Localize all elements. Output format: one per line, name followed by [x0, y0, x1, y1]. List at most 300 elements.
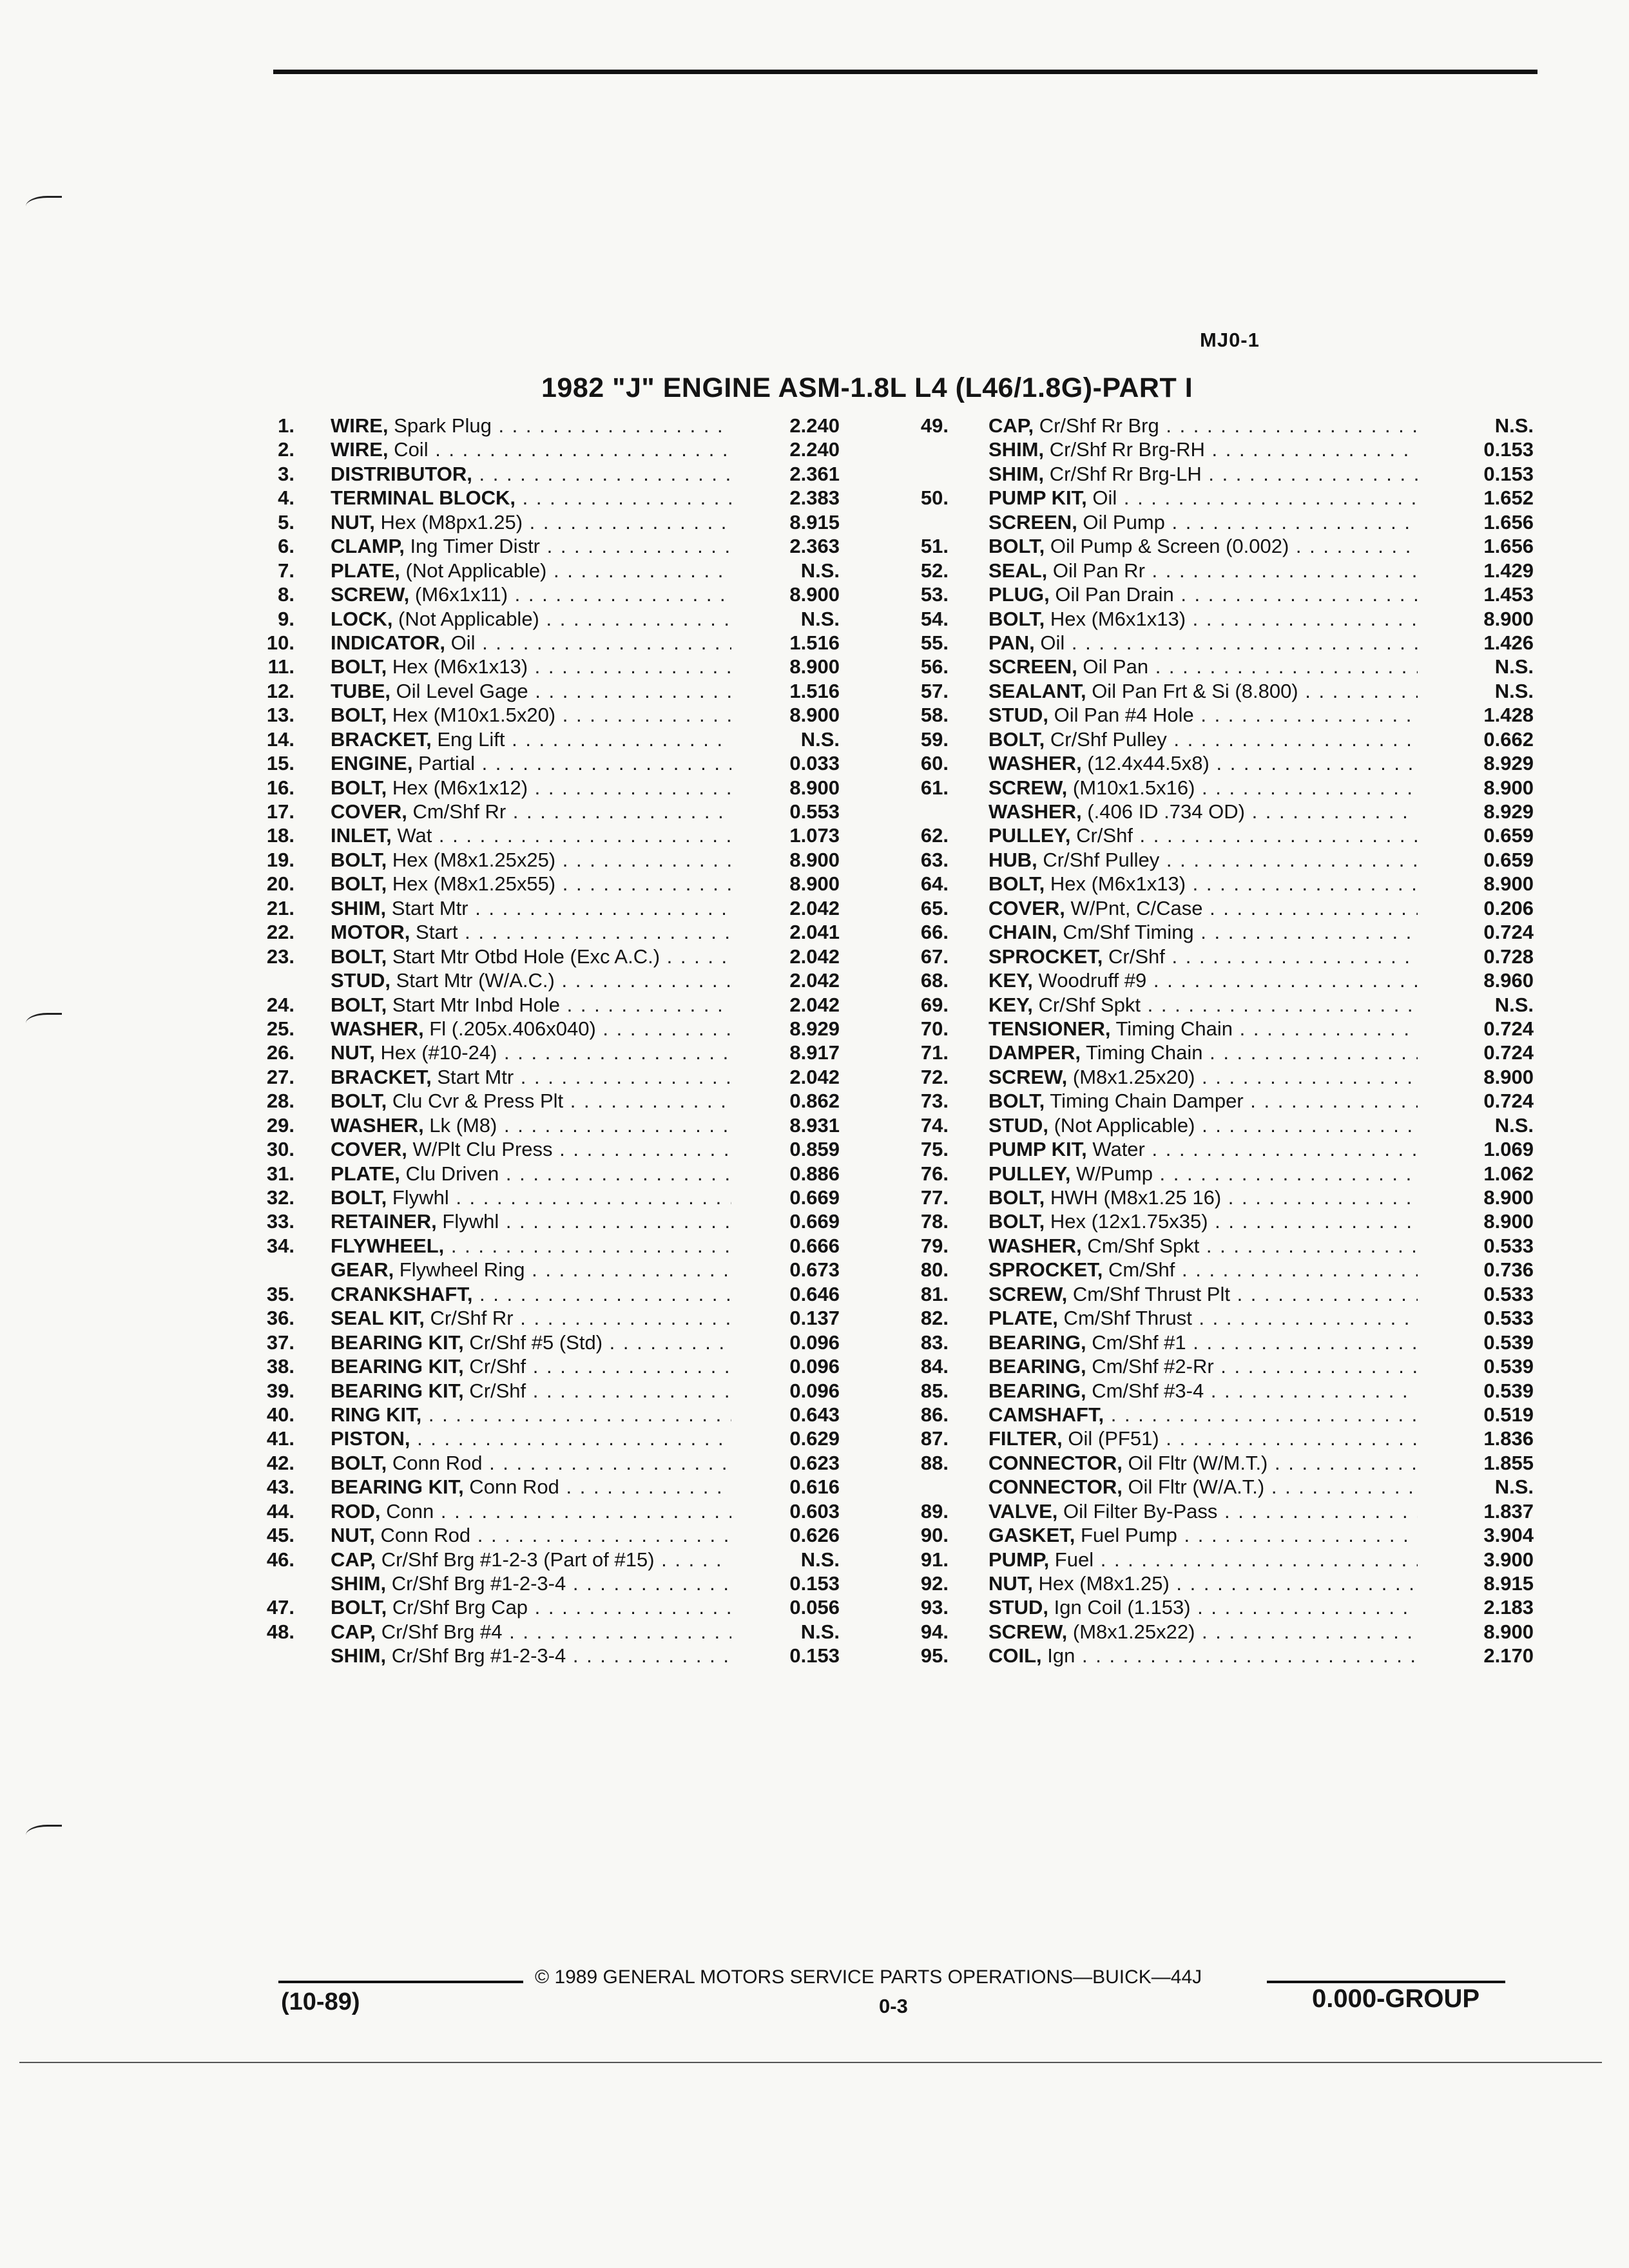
part-description	[331, 582, 749, 606]
part-name: BOLT,	[331, 776, 387, 799]
part-name: WASHER,	[988, 752, 1082, 775]
part-description	[331, 510, 749, 534]
part-name: MOTOR,	[331, 921, 410, 944]
group-number-value: 8.900	[731, 872, 840, 896]
part-ref-number: 57.	[920, 679, 949, 702]
part-ref-number: 5.	[278, 510, 294, 533]
group-number-value: 2.042	[731, 993, 840, 1017]
part-name: WASHER,	[331, 1017, 424, 1040]
part-detail: HWH (M8x1.25 16)	[1045, 1186, 1222, 1209]
group-number-value: 8.900	[731, 582, 840, 606]
part-name: COVER,	[988, 896, 1065, 919]
part-description	[331, 1113, 749, 1137]
part-detail: Hex (M8px1.25)	[374, 510, 523, 533]
part-ref-number: 31.	[266, 1162, 294, 1185]
part-ref-number: 86.	[920, 1403, 949, 1426]
part-detail: (Not Applicable)	[392, 607, 539, 630]
part-name: SCREEN,	[988, 510, 1077, 533]
footer-rule-right	[1267, 1981, 1505, 1983]
part-ref-number: 33.	[266, 1210, 294, 1233]
group-number-value: 8.900	[1420, 1620, 1534, 1644]
part-name: CRANKSHAFT,	[331, 1282, 473, 1305]
part-name: BOLT,	[331, 872, 387, 896]
part-name: VALVE,	[988, 1499, 1058, 1523]
part-description	[988, 993, 1418, 1017]
part-ref-number: 95.	[920, 1644, 949, 1667]
part-name: SEAL KIT,	[331, 1307, 425, 1330]
group-number-value: 0.659	[1420, 848, 1534, 872]
group-number-value: 0.519	[1420, 1403, 1534, 1427]
part-ref-number: 10.	[266, 631, 294, 654]
group-number-value: 0.539	[1420, 1379, 1534, 1403]
group-number-value: N.S.	[731, 1548, 840, 1571]
part-detail: Timing Chain	[1110, 1017, 1233, 1040]
group-number-value: 0.886	[731, 1162, 840, 1186]
part-description	[988, 510, 1418, 534]
part-name: BEARING KIT,	[331, 1475, 464, 1499]
part-name: DAMPER,	[988, 1041, 1081, 1064]
part-name: BRACKET,	[331, 1065, 432, 1088]
part-ref-number: 93.	[920, 1596, 949, 1619]
part-ref-number: 28.	[266, 1090, 294, 1113]
part-detail: Oil	[1086, 486, 1117, 510]
part-description	[988, 1089, 1418, 1113]
part-description	[331, 1089, 749, 1113]
part-detail: Oil Fltr (W/M.T.)	[1122, 1451, 1268, 1474]
part-description	[988, 534, 1418, 558]
group-number-value: 8.900	[1420, 1186, 1534, 1209]
part-name: BEARING,	[988, 1331, 1086, 1354]
part-name: DISTRIBUTOR,	[331, 462, 472, 485]
part-name: FILTER,	[988, 1427, 1063, 1450]
part-description	[331, 800, 749, 823]
part-ref-number: 81.	[920, 1282, 949, 1305]
part-name: ENGINE,	[331, 752, 413, 775]
part-ref-number: 74.	[920, 1113, 949, 1137]
group-number-value: 8.900	[731, 703, 840, 727]
group-number-value: N.S.	[1420, 1475, 1534, 1499]
part-name: CAP,	[331, 1620, 376, 1643]
group-number-value: 1.855	[1420, 1451, 1534, 1475]
group-number-value: 0.137	[731, 1306, 840, 1330]
part-description	[331, 751, 749, 775]
part-ref-number: 44.	[266, 1499, 294, 1523]
part-detail: Fl (.205x.406x040)	[423, 1017, 596, 1040]
part-description	[988, 1403, 1418, 1427]
part-ref-number: 68.	[920, 969, 949, 992]
group-number-value: 0.533	[1420, 1282, 1534, 1306]
part-description	[988, 800, 1418, 823]
part-ref-number: 24.	[266, 993, 294, 1016]
group-number-value: 1.453	[1420, 582, 1534, 606]
part-ref-number: 29.	[266, 1113, 294, 1137]
part-ref-number: 65.	[920, 896, 949, 919]
part-detail: Start	[410, 921, 458, 944]
part-detail: Woodruff #9	[1032, 969, 1147, 992]
part-name: STUD,	[331, 969, 390, 992]
part-name: CAP,	[331, 1548, 376, 1571]
group-number-value: 2.183	[1420, 1595, 1534, 1619]
group-number-value: 8.900	[1420, 607, 1534, 631]
part-detail: Cr/Shf Rr Brg-LH	[1044, 462, 1202, 485]
part-name: BOLT,	[331, 848, 387, 871]
group-number-value: 8.915	[731, 510, 840, 534]
part-description	[331, 945, 749, 968]
part-description	[331, 1258, 749, 1282]
part-ref-number: 3.	[278, 462, 294, 485]
part-description	[331, 703, 749, 727]
group-number-value: 3.900	[1420, 1548, 1534, 1571]
part-name: BOLT,	[331, 704, 387, 727]
part-detail: Cr/Shf	[1070, 824, 1133, 847]
part-description	[331, 1065, 749, 1089]
part-detail: Hex (#10-24)	[374, 1041, 497, 1064]
part-description	[331, 1595, 749, 1619]
part-detail: (12.4x44.5x8)	[1081, 752, 1210, 775]
part-name: SHIM,	[331, 1572, 387, 1595]
part-name: SPROCKET,	[988, 1258, 1103, 1282]
part-name: COVER,	[331, 800, 407, 823]
part-name: STUD,	[988, 704, 1048, 727]
part-detail: Oil Fltr (W/A.T.)	[1122, 1475, 1265, 1499]
group-number-value: 1.429	[1420, 559, 1534, 582]
part-description	[331, 1620, 749, 1644]
part-description	[331, 1017, 749, 1041]
part-description	[988, 848, 1418, 872]
group-number-value: N.S.	[731, 1620, 840, 1644]
group-number-value: 8.960	[1420, 968, 1534, 992]
part-description	[988, 823, 1418, 847]
group-number-value: N.S.	[1420, 679, 1534, 703]
part-description	[331, 534, 749, 558]
part-ref-number: 92.	[920, 1572, 949, 1595]
part-name: GEAR,	[331, 1258, 394, 1282]
part-name: RETAINER,	[331, 1210, 437, 1233]
group-number-value: 2.363	[731, 534, 840, 558]
part-detail: Oil Level Gage	[390, 679, 528, 702]
part-description	[331, 1354, 749, 1378]
part-description	[331, 559, 749, 582]
part-detail: (M8x1.25x22)	[1067, 1620, 1195, 1643]
part-ref-number: 27.	[266, 1065, 294, 1088]
part-ref-number: 11.	[267, 655, 294, 678]
part-ref-number: 18.	[266, 824, 294, 847]
part-description	[988, 872, 1418, 896]
part-name: SHIM,	[331, 1644, 387, 1667]
page-title: 1982 "J" ENGINE ASM-1.8L L4 (L46/1.8G)-PART I	[541, 372, 1193, 403]
part-description	[331, 1282, 749, 1306]
part-description	[988, 1548, 1418, 1571]
part-name: BOLT,	[331, 1090, 387, 1113]
group-number-value: 0.206	[1420, 896, 1534, 920]
group-number-value: 0.724	[1420, 1089, 1534, 1113]
part-detail: Cr/Shf Pulley	[1045, 727, 1167, 751]
part-description	[988, 920, 1418, 944]
part-description	[331, 1137, 749, 1161]
group-number-value: 0.096	[731, 1379, 840, 1403]
group-number-value: 1.428	[1420, 703, 1534, 727]
part-description	[331, 1234, 749, 1258]
part-ref-number: 66.	[920, 921, 949, 944]
part-name: NUT,	[331, 1041, 375, 1064]
part-name: SHIM,	[988, 438, 1045, 461]
group-number-value: 8.929	[731, 1017, 840, 1041]
part-ref-number: 45.	[266, 1524, 294, 1547]
part-ref-number: 15.	[266, 752, 294, 775]
part-detail: Clu Driven	[400, 1162, 499, 1185]
part-description	[988, 1306, 1418, 1330]
part-ref-number: 38.	[266, 1355, 294, 1378]
group-number-value: 8.900	[1420, 1065, 1534, 1089]
part-ref-number: 1.	[278, 414, 294, 437]
group-number-value: 1.656	[1420, 510, 1534, 534]
part-description	[988, 1644, 1418, 1667]
part-ref-number: 2.	[278, 438, 294, 461]
part-name: BOLT,	[331, 1186, 387, 1209]
part-description	[331, 631, 749, 655]
part-detail: Cr/Shf Brg #4	[376, 1620, 503, 1643]
part-name: BOLT,	[988, 1210, 1045, 1233]
part-detail: Cr/Shf	[1103, 945, 1165, 968]
part-name: STUD,	[988, 1113, 1048, 1137]
part-detail: (M8x1.25x20)	[1067, 1065, 1195, 1088]
part-ref-number: 25.	[266, 1017, 294, 1040]
part-name: CLAMP,	[331, 535, 405, 558]
part-name: PLATE,	[331, 559, 400, 582]
part-detail: Oil (PF51)	[1062, 1427, 1159, 1450]
part-detail: Oil Filter By-Pass	[1057, 1499, 1218, 1523]
part-detail: Cr/Shf	[463, 1379, 526, 1402]
group-number-value: 1.836	[1420, 1427, 1534, 1450]
group-number-value: 0.603	[731, 1499, 840, 1523]
part-detail: Oil Pan #4 Hole	[1048, 704, 1194, 727]
part-detail: Oil Pan Frt & Si (8.800)	[1086, 679, 1298, 702]
part-name: PUMP KIT,	[988, 486, 1087, 510]
group-number-value: 0.539	[1420, 1331, 1534, 1354]
part-ref-number: 48.	[266, 1620, 294, 1643]
part-description	[331, 1644, 749, 1667]
group-number-value: 0.659	[1420, 823, 1534, 847]
part-description	[331, 1186, 749, 1209]
part-name: PISTON,	[331, 1427, 410, 1450]
part-name: BOLT,	[988, 872, 1045, 896]
part-description	[988, 486, 1418, 510]
group-number-value: N.S.	[731, 607, 840, 631]
part-description	[988, 968, 1418, 992]
part-ref-number: 19.	[266, 848, 294, 871]
part-ref-number: 83.	[920, 1331, 949, 1354]
group-number-value: 1.516	[731, 631, 840, 655]
part-description	[988, 1427, 1418, 1450]
bottom-rule	[19, 2062, 1602, 2063]
part-ref-number: 49.	[920, 414, 949, 437]
part-description	[988, 945, 1418, 968]
part-detail: Start Mtr Otbd Hole (Exc A.C.)	[387, 945, 660, 968]
part-detail: Cm/Shf Thrust Plt	[1067, 1282, 1230, 1305]
part-ref-number: 73.	[920, 1090, 949, 1113]
part-detail: Fuel Pump	[1075, 1524, 1177, 1547]
part-description	[331, 1403, 749, 1427]
part-detail: Oil Pump	[1077, 510, 1165, 533]
group-number-value: 0.553	[731, 800, 840, 823]
part-name: STUD,	[988, 1596, 1048, 1619]
part-description	[331, 1475, 749, 1499]
group-number-value: 2.240	[731, 414, 840, 437]
group-number-value: 0.533	[1420, 1306, 1534, 1330]
part-description	[988, 1258, 1418, 1282]
part-detail: Cr/Shf #5 (Std)	[463, 1331, 603, 1354]
group-number-value: 0.724	[1420, 1041, 1534, 1064]
part-ref-number: 80.	[920, 1258, 949, 1282]
part-ref-number: 62.	[920, 824, 949, 847]
part-detail: Hex (12x1.75x35)	[1045, 1210, 1208, 1233]
group-number-value: 1.656	[1420, 534, 1534, 558]
part-detail: Ign	[1041, 1644, 1075, 1667]
part-name: INDICATOR,	[331, 631, 445, 654]
group-number-value: 0.626	[731, 1523, 840, 1547]
part-description	[988, 1451, 1418, 1475]
part-detail: Hex (M6x1x12)	[387, 776, 528, 799]
part-detail: (M10x1.5x16)	[1067, 776, 1195, 799]
part-detail: Flywhl	[387, 1186, 449, 1209]
part-ref-number: 39.	[266, 1379, 294, 1402]
part-description	[331, 1427, 749, 1450]
group-number-value: 0.623	[731, 1451, 840, 1475]
part-ref-number: 75.	[920, 1138, 949, 1161]
part-detail: Water	[1086, 1138, 1145, 1161]
part-detail: Hex (M10x1.5x20)	[387, 704, 556, 727]
part-description	[331, 1571, 749, 1595]
part-name: WASHER,	[988, 800, 1082, 823]
part-ref-number: 88.	[920, 1451, 949, 1474]
part-detail: Cr/Shf Pulley	[1037, 848, 1160, 871]
group-number: 0.000-GROUP	[1312, 1984, 1480, 2013]
page-number: 0-3	[879, 1995, 908, 2017]
part-name: BOLT,	[331, 945, 387, 968]
group-number-value: 0.153	[1420, 462, 1534, 486]
part-detail: Timing Chain Damper	[1045, 1090, 1244, 1113]
group-number-value: 2.042	[731, 896, 840, 920]
part-description	[331, 823, 749, 847]
part-name: CHAIN,	[988, 921, 1057, 944]
part-name: INLET,	[331, 824, 392, 847]
group-number-value: 0.616	[731, 1475, 840, 1499]
part-detail: Cm/Shf	[1103, 1258, 1175, 1282]
part-detail: Fuel	[1049, 1548, 1094, 1571]
group-number-value: 0.153	[1420, 437, 1534, 461]
part-description	[331, 1523, 749, 1547]
part-ref-number: 32.	[266, 1186, 294, 1209]
part-description	[331, 1379, 749, 1403]
part-name: BOLT,	[331, 1596, 387, 1619]
group-number-value: 0.862	[731, 1089, 840, 1113]
part-name: TERMINAL BLOCK,	[331, 486, 516, 510]
part-detail: Timing Chain	[1080, 1041, 1203, 1064]
group-number-value: 1.069	[1420, 1137, 1534, 1161]
part-detail: Conn	[380, 1499, 434, 1523]
group-number-value: 0.056	[731, 1595, 840, 1619]
part-ref-number: 51.	[920, 535, 949, 558]
part-detail: Spark Plug	[388, 414, 492, 437]
hole-punch-mark	[26, 1013, 62, 1030]
part-ref-number: 20.	[266, 872, 294, 896]
part-name: BEARING,	[988, 1355, 1086, 1378]
part-name: PULLEY,	[988, 1162, 1071, 1185]
part-name: PLUG,	[988, 583, 1050, 606]
group-number-value: N.S.	[1420, 655, 1534, 678]
page-code: MJ0-1	[1200, 329, 1260, 351]
part-description	[988, 1282, 1418, 1306]
group-number-value: 0.724	[1420, 920, 1534, 944]
group-number-value: 8.900	[731, 848, 840, 872]
part-ref-number: 14.	[266, 727, 294, 751]
part-detail: Clu Cvr & Press Plt	[387, 1090, 564, 1113]
part-name: SCREW,	[988, 1620, 1068, 1643]
group-number-value: 0.666	[731, 1234, 840, 1258]
part-description	[988, 896, 1418, 920]
part-detail: Start Mtr	[431, 1065, 514, 1088]
part-detail: (M6x1x11)	[409, 583, 508, 606]
revision-date: (10-89)	[281, 1988, 360, 2015]
group-number-value: 0.736	[1420, 1258, 1534, 1282]
part-ref-number: 67.	[920, 945, 949, 968]
part-description	[331, 1331, 749, 1354]
part-detail: Hex (M8x1.25x25)	[387, 848, 556, 871]
part-name: NUT,	[988, 1572, 1033, 1595]
part-name: BOLT,	[331, 1451, 387, 1474]
part-name: SCREEN,	[988, 655, 1077, 678]
part-name: BOLT,	[988, 1090, 1045, 1113]
part-description	[331, 993, 749, 1017]
part-detail: Oil	[445, 631, 476, 654]
part-description	[331, 848, 749, 872]
part-description	[988, 1113, 1418, 1137]
group-number-value: 8.900	[1420, 1209, 1534, 1233]
part-description	[331, 1548, 749, 1571]
part-ref-number: 71.	[920, 1041, 949, 1064]
part-name: BEARING KIT,	[331, 1355, 464, 1378]
part-description	[988, 1354, 1418, 1378]
part-name: SCREW,	[988, 1065, 1068, 1088]
group-number-value: 0.643	[731, 1403, 840, 1427]
part-name: CAP,	[988, 414, 1034, 437]
part-ref-number: 43.	[266, 1475, 294, 1499]
part-description	[331, 1209, 749, 1233]
part-description	[988, 462, 1418, 486]
part-description	[331, 727, 749, 751]
part-name: BOLT,	[331, 993, 387, 1016]
group-number-value: 0.033	[731, 751, 840, 775]
part-name: BEARING,	[988, 1379, 1086, 1402]
part-description	[988, 1331, 1418, 1354]
part-name: HUB,	[988, 848, 1037, 871]
part-detail: Eng Lift	[431, 727, 505, 751]
part-ref-number: 23.	[266, 945, 294, 968]
part-ref-number: 4.	[278, 486, 294, 510]
part-detail: Cr/Shf Brg #1-2-3-4	[386, 1572, 566, 1595]
part-name: BRACKET,	[331, 727, 432, 751]
part-name: RING KIT,	[331, 1403, 422, 1426]
part-description	[988, 1620, 1418, 1644]
group-number-value: 1.426	[1420, 631, 1534, 655]
part-ref-number: 59.	[920, 727, 949, 751]
part-ref-number: 55.	[920, 631, 949, 654]
part-ref-number: 52.	[920, 559, 949, 582]
part-description	[988, 1209, 1418, 1233]
part-description	[988, 679, 1418, 703]
part-ref-number: 76.	[920, 1162, 949, 1185]
part-name: WIRE,	[331, 438, 389, 461]
